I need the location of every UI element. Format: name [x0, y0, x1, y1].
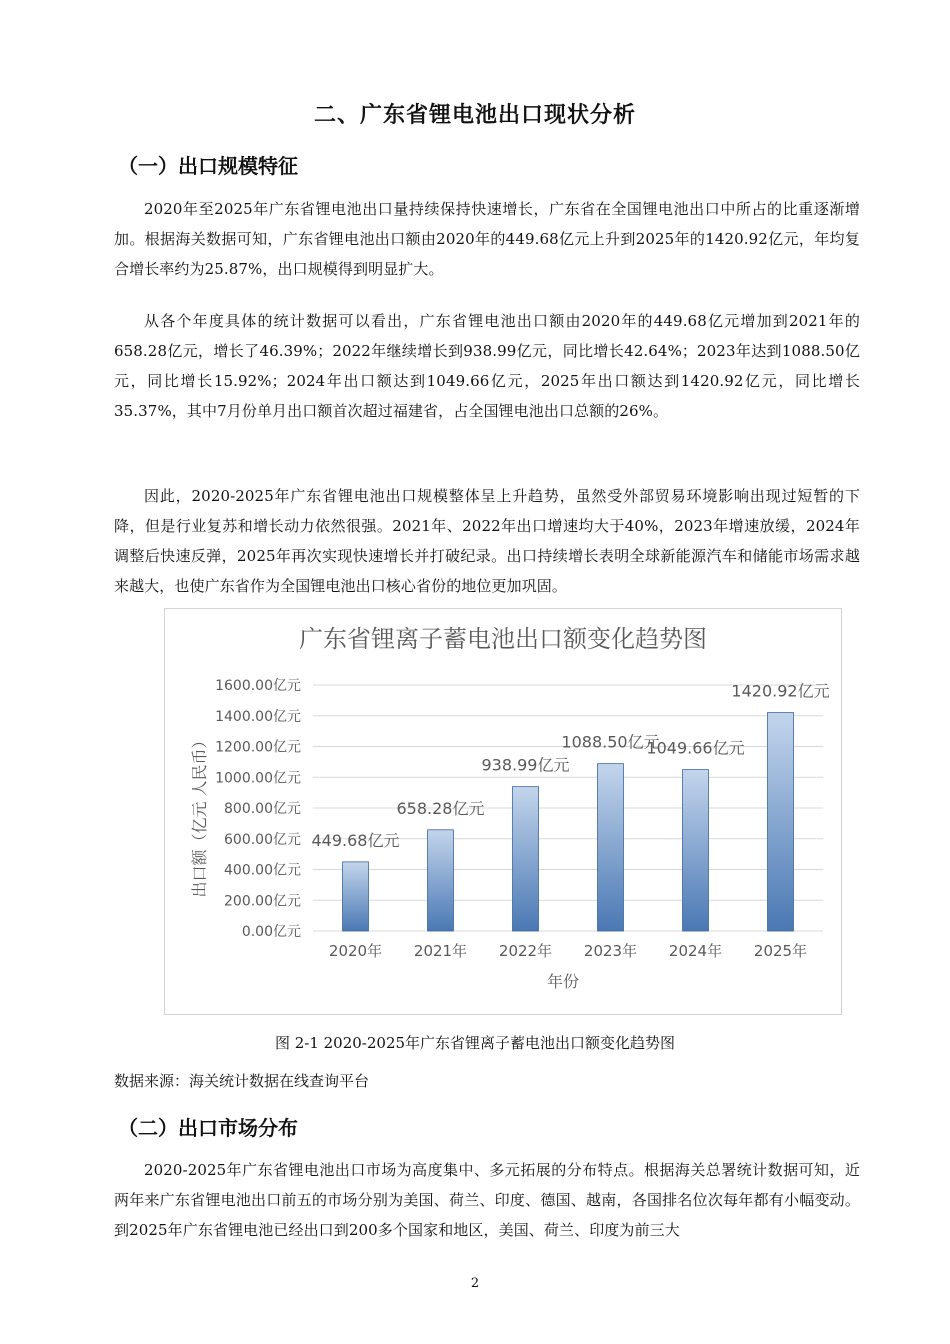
paragraph: 2020年至2025年广东省锂电池出口量持续保持快速增长，广东省在全国锂电池出口中所占的比重逐渐增加。根据海关数据可知，广东省锂电池出口额由2020年的449.68亿元上升到2025年的1420.92亿元，年均复合增长率约为25.87%，出口规模得到明显扩大。 — [114, 200, 860, 278]
chart-canvas — [165, 609, 841, 1014]
bar — [683, 770, 709, 931]
x-tick-label: 2020年 — [328, 942, 383, 960]
y-axis-label: 出口额（亿元 人民币） — [190, 732, 209, 898]
data-label: 938.99亿元 — [481, 755, 570, 775]
y-tick-label: 600.00亿元 — [224, 831, 301, 848]
y-tick-label: 800.00亿元 — [224, 801, 301, 817]
x-tick-label: 2022年 — [498, 942, 553, 960]
y-tick-label: 1200.00亿元 — [215, 739, 301, 756]
data-label: 658.28亿元 — [396, 798, 485, 818]
page-title: 二、广东省锂电池出口现状分析 — [313, 103, 636, 128]
bar — [343, 862, 369, 931]
bar — [428, 830, 454, 931]
bar — [513, 787, 539, 931]
x-tick-label: 2025年 — [753, 942, 808, 960]
paragraph: 从各个年度具体的统计数据可以看出，广东省锂电池出口额由2020年的449.68亿元增加到2021年的658.28亿元，增长了46.39%；2022年继续增长到938.99亿元，同比增长42.64%；2023年达到1088.50亿元，同比增长15.92%；2024年出口额达到1049.66亿元，2025年出口额达到1420.92亿元，同比增长35.37%，其中7月份单月出口额首次超过福建省，占全国锂电池出口总额的26%。 — [114, 312, 860, 420]
figure-caption: 图 2-1 2020-2025年广东省锂离子蓄电池出口额变化趋势图 — [274, 1034, 676, 1052]
page-number: 2 — [470, 1276, 480, 1291]
data-source: 数据来源：海关统计数据在线查询平台 — [114, 1072, 370, 1090]
x-tick-label: 2024年 — [668, 942, 723, 960]
x-axis-label: 年份 — [546, 972, 580, 991]
chart-title: 广东省锂离子蓄电池出口额变化趋势图 — [299, 625, 707, 653]
y-tick-label: 1400.00亿元 — [215, 708, 301, 725]
export-chart — [164, 608, 842, 1015]
section-heading-market: （二）出口市场分布 — [118, 1116, 298, 1140]
section-heading-scale: （一）出口规模特征 — [118, 154, 298, 178]
x-tick-label: 2023年 — [583, 942, 638, 960]
data-label: 1420.92亿元 — [731, 681, 830, 701]
y-tick-label: 1600.00亿元 — [215, 678, 301, 694]
chart-grid — [313, 685, 823, 931]
data-label: 449.68亿元 — [311, 830, 400, 850]
y-tick-label: 200.00亿元 — [224, 893, 301, 910]
bar — [598, 764, 624, 931]
paragraph: 2020-2025年广东省锂电池出口市场为高度集中、多元拓展的分布特点。根据海关总署统计数据可知，近两年来广东省锂电池出口前五的市场分别为美国、荷兰、印度、德国、越南，各国排名位次每年都有小幅变动。到2025年广东省锂电池已经出口到200多个国家和地区，美国、荷兰、印度为前三大 — [114, 1161, 860, 1239]
bar — [768, 713, 794, 931]
x-tick-label: 2021年 — [413, 942, 468, 960]
y-tick-label: 400.00亿元 — [224, 862, 301, 879]
paragraph: 因此，2020-2025年广东省锂电池出口规模整体呈上升趋势，虽然受外部贸易环境影响出现过短暂的下降，但是行业复苏和增长动力依然很强。2021年、2022年出口增速均大于40%，2023年增速放缓，2024年调整后快速反弹，2025年再次实现快速增长并打破纪录。出口持续增长表明全球新能源汽车和储能市场需求越来越大，也使广东省作为全国锂电池出口核心省份的地位更加巩固。 — [114, 487, 860, 595]
data-label: 1049.66亿元 — [646, 738, 745, 758]
y-tick-label: 1000.00亿元 — [215, 770, 301, 787]
y-tick-label: 0.00亿元 — [241, 924, 301, 940]
data-label: 1088.50亿元 — [561, 732, 660, 752]
